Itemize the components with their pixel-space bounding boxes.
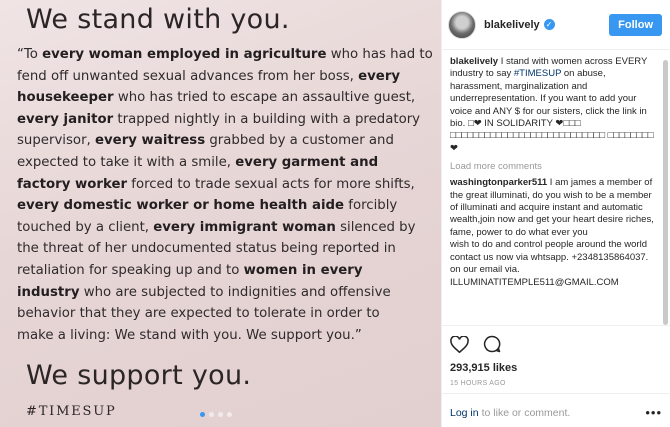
image-quote <box>17 44 437 346</box>
action-icons <box>450 334 662 354</box>
post-sidebar <box>441 0 670 427</box>
quote-text: behavior that they are expected to tolerate in order to <box>17 306 380 322</box>
heart-icon[interactable] <box>450 336 469 353</box>
quote-text: forcibly <box>344 198 398 214</box>
comment-item <box>450 177 654 289</box>
load-more-comments-link[interactable]: Load more comments <box>450 161 542 173</box>
quote-emphasis: industry <box>17 284 80 300</box>
comment-icon[interactable] <box>483 335 501 353</box>
quote-line <box>17 87 437 109</box>
carousel-dot[interactable] <box>218 412 223 417</box>
login-suffix: to like or comment. <box>481 406 571 419</box>
quote-line <box>17 66 437 88</box>
comments-section <box>442 50 662 289</box>
caption-author[interactable]: blakelively <box>450 56 499 67</box>
quote-emphasis: every garment and <box>235 154 379 170</box>
quote-text: expected to take it with a smile, <box>17 154 236 170</box>
quote-text: fend off unwanted sexual advances from her boss, <box>17 68 359 84</box>
likes-count[interactable]: 293,915 likes <box>450 362 518 374</box>
quote-text: supervisor, <box>17 133 95 149</box>
quote-text: who has had to <box>326 47 433 62</box>
quote-text: touched by a client, <box>17 219 154 235</box>
image-heading-bottom: We support you. <box>26 360 252 391</box>
quote-line <box>17 325 437 347</box>
quote-text: make a living: We stand with you. We support you.” <box>17 327 362 343</box>
quote-emphasis: women in every <box>243 262 363 278</box>
verified-badge-icon: ✓ <box>544 19 555 30</box>
post-header <box>442 0 670 50</box>
carousel-dot[interactable] <box>200 412 205 417</box>
follow-button[interactable]: Follow <box>609 14 662 36</box>
image-heading-top: We stand with you. <box>26 4 290 35</box>
quote-line <box>17 282 437 304</box>
post-timestamp[interactable]: 15 HOURS AGO <box>450 380 506 387</box>
quote-line <box>17 109 437 131</box>
comment-author[interactable]: washingtonparker511 <box>450 177 548 189</box>
avatar[interactable] <box>448 11 476 39</box>
quote-line <box>17 303 437 325</box>
quote-text: the threat of her undocumented status being reported in <box>17 241 396 257</box>
quote-emphasis: housekeeper <box>17 90 114 106</box>
caption-text-after-tag: on abuse, harassment, marginalization and underrepresentation. If you want to add your voice and ANY $ for our sisters, click the link in bio. □❤ IN SOLIDARITY ❤□□□ □□□□□□□□□□□□□□□□□□□□□□□□□□□ □□□□□□□□❤ <box>450 68 654 154</box>
login-prompt <box>442 393 670 420</box>
quote-line <box>17 152 437 174</box>
caption-hashtag-link[interactable]: #TIMESUP <box>513 68 562 80</box>
carousel-indicator <box>200 412 232 417</box>
quote-text: grabbed by a customer and <box>205 133 394 149</box>
caption <box>450 56 654 155</box>
quote-text: forced to trade sexual acts for more shifts, <box>127 176 415 192</box>
carousel-dot[interactable] <box>227 412 232 417</box>
login-link[interactable]: Log in <box>450 406 479 419</box>
quote-emphasis: every waitress <box>95 133 206 149</box>
comment-text: I am james a member of the great illuminati, do you wish to be a member of illuminati and acquire instant and automatic wealth,join now and get your heart desire riches, fame, power to do what ever you wish to do and control people around the world contact us now via whtsapp. +2348135864037. on our email via. ILLUMINATITEMPLE511@GMAIL.COM <box>450 177 654 288</box>
header-username[interactable]: blakelively <box>484 18 540 31</box>
quote-emphasis: every <box>358 68 401 84</box>
caption-text-before-tag: I stand with women across EVERY industry to say <box>450 56 648 80</box>
quote-emphasis: every woman employed in agriculture <box>42 47 327 62</box>
quote-emphasis: every janitor <box>17 111 114 127</box>
quote-line <box>17 44 437 66</box>
quote-emphasis: every immigrant woman <box>153 219 336 235</box>
quote-text: who has tried to escape an assaultive guest, <box>113 90 416 106</box>
quote-text: silenced by <box>335 219 416 235</box>
comments-scrollbar[interactable] <box>663 60 668 325</box>
quote-text: retaliation for speaking up and to <box>17 262 244 278</box>
quote-line <box>17 217 437 239</box>
image-hashtag: #TIMESUP <box>26 404 117 419</box>
quote-text: who are subjected to indignities and offensive <box>79 284 391 300</box>
quote-text: trapped nightly in a building with a predatory <box>113 111 421 127</box>
more-options-icon[interactable]: ••• <box>645 405 662 420</box>
carousel-dot[interactable] <box>209 412 214 417</box>
quote-line <box>17 238 437 260</box>
quote-line <box>17 195 437 217</box>
quote-text: “To <box>17 47 43 62</box>
quote-line <box>17 260 437 282</box>
quote-line <box>17 174 437 196</box>
post-actions <box>442 325 670 387</box>
quote-line <box>17 130 437 152</box>
quote-emphasis: every domestic worker or home health aide <box>17 198 345 214</box>
quote-emphasis: factory worker <box>17 176 128 192</box>
